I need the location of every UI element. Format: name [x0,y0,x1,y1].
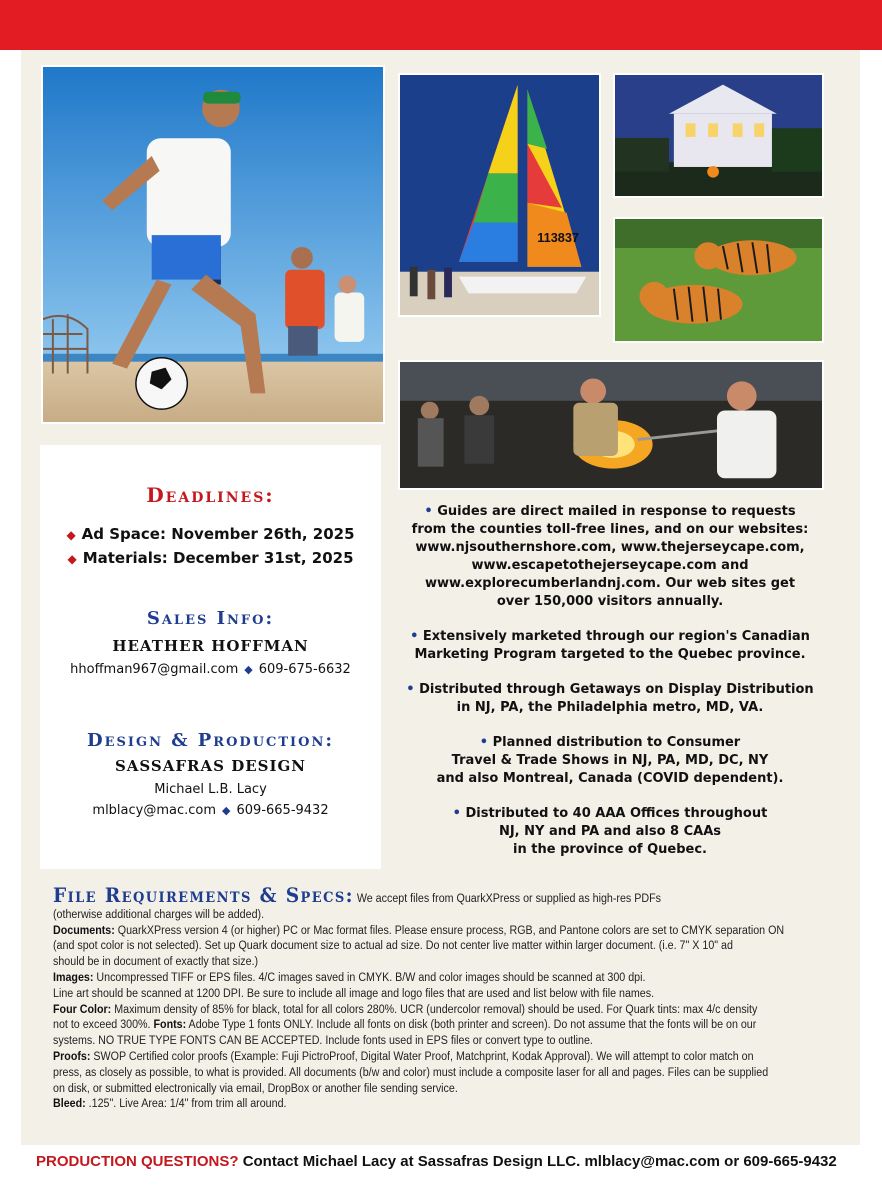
sailboat-photo [398,73,601,317]
bullet-line: Travel & Trade Shows in NJ, PA, MD, DC, NY [451,753,769,768]
proofs-text-2: press, as closely as possible, to what is provided. All documents (b/w and color) must include a composite laser for all and pages. Files can be supplied [53,1066,769,1079]
bleed-text: .125". Live Area: 1/4" from trim all around. [88,1098,287,1111]
four-color-text-2: not to exceed 300%. [53,1019,151,1032]
bullet-line: www.escapetothejerseycape.com and [471,558,749,573]
sales-heading: Sales Info: [146,608,275,629]
bullet-icon: • [410,629,423,644]
contact-info-box [40,445,381,869]
bullet-line: Planned distribution to Consumer [492,735,741,750]
bullet-line: NJ, NY and PA and also 8 CAAs [498,824,722,839]
fonts-text: Adobe Type 1 fonts ONLY. Include all fonts on disk (both printer and screen). Do not assume that the fonts will be on our [188,1019,757,1032]
production-question: PRODUCTION QUESTIONS? [36,1153,239,1170]
bullet-line: Extensively marketed through our region's Canadian [422,629,810,644]
specs-intro: We accept files from QuarkXPress or supplied as high-res PDFs [356,893,662,905]
bullet-line: Distributed through Getaways on Display Distribution [419,682,814,697]
design-email[interactable]: mlblacy@mac.com [92,803,217,818]
beach-soccer-photo [41,65,385,424]
distribution-bullets [395,503,825,876]
diamond-icon: ◆ [222,804,231,817]
sales-phone: 609-675-6632 [258,662,351,677]
bullet-icon: • [452,806,466,821]
specs-title: File Requirements & Specs: [53,883,354,907]
sail-number: 113837 [537,230,580,246]
ad-space-deadline [40,525,381,543]
bullet-line: Distributed to 40 AAA Offices throughout [465,806,768,821]
diamond-icon: ◆ [66,528,76,542]
bullet-icon: • [424,504,438,519]
file-requirements [53,883,839,1113]
bullet-line: over 150,000 visitors annually. [496,594,724,609]
diamond-icon: ◆ [244,663,253,676]
bullet-line: Marketing Program targeted to the Quebec province. [414,647,806,662]
images-text-2: Line art should be scanned at 1200 DPI. Be sure to include all image and logo files that are used and list below with file names. [53,987,655,1000]
glassblowing-photo [398,360,824,490]
proofs-text: SWOP Certified color proofs (Example: Fuji PictroProof, Digital Water Proof, Matchprint, Kodak Approval). We will attempt to color match on [93,1050,754,1063]
fonts-label: Fonts: [153,1019,187,1032]
bullet-canadian [395,628,825,664]
production-footer [36,1153,876,1170]
bullet-mailing [395,503,825,611]
bullet-trade-shows [395,734,825,788]
proofs-label: Proofs: [53,1050,91,1063]
bullet-line: www.explorecumberlandnj.com. Our web sites get [424,576,796,591]
tigers-photo [613,217,824,343]
bullet-icon: • [479,735,493,750]
deadlines-heading: Deadlines: [146,483,275,507]
bullet-line: in the province of Quebec. [513,842,707,857]
bullet-aaa [395,805,825,859]
documents-text-2: (and spot color is not selected). Set up Quark document size to actual ad size. Do not center live matter within larger document. (i.e. 7" X 10" ad [53,940,733,953]
design-contact [40,803,381,818]
proofs-text-3: on disk, or submitted electronically via email, DropBox or another file sending service. [53,1082,458,1095]
materials-text: Materials: December 31st, 2025 [82,549,354,567]
fonts-text-2: systems. NO TRUE TYPE FONTS CAN BE ACCEPTED. Include fonts used in EPS files or convert type to outline. [53,1035,593,1048]
bullet-icon: • [406,682,420,697]
bullet-line: from the counties toll-free lines, and on our websites: [411,522,809,537]
design-company: SASSAFRAS DESIGN [114,757,307,775]
production-contact: Contact Michael Lacy at Sassafras Design LLC. mlblacy@mac.com or 609-665-9432 [242,1153,837,1170]
specs-intro-2: (otherwise additional charges will be added). [53,908,265,921]
bullet-line: and also Montreal, Canada (COVID dependent). [436,771,784,786]
bullet-line: Guides are direct mailed in response to requests [437,504,796,519]
design-contact-name: Michael L.B. Lacy [154,782,267,797]
sales-name: HEATHER HOFFMAN [112,637,309,655]
bleed-label: Bleed: [53,1098,86,1111]
sales-email[interactable]: hhoffman967@gmail.com [70,662,239,677]
top-red-bar [0,0,882,50]
four-color-text: Maximum density of 85% for black, total for all colors 280%. UCR (undercolor removal) should be used. For Quark tints: max 4/c density [114,1003,758,1016]
bullet-line: www.njsouthernshore.com, www.thejerseycape.com, [415,540,805,555]
design-phone: 609-665-9432 [236,803,329,818]
sales-contact [40,662,381,677]
bullet-getaways [395,681,825,717]
victorian-house-photo [613,73,824,198]
diamond-icon: ◆ [67,552,77,566]
images-text: Uncompressed TIFF or EPS files. 4/C images saved in CMYK. B/W and color images should be scanned at 300 dpi. [96,971,646,984]
bullet-line: in NJ, PA, the Philadelphia metro, MD, VA. [456,700,764,715]
materials-deadline [40,549,381,567]
images-label: Images: [53,971,94,984]
documents-label: Documents: [53,924,115,937]
ad-space-text: Ad Space: November 26th, 2025 [81,525,355,543]
design-heading: Design & Production: [87,730,334,751]
four-color-label: Four Color: [53,1003,112,1016]
documents-text-3: should be in document of exactly that size.) [53,956,259,969]
documents-text: QuarkXPress version 4 (or higher) PC or Mac format files. Please ensure process, RGB, and Pantone colors are set to CMYK separation ON [117,924,785,937]
